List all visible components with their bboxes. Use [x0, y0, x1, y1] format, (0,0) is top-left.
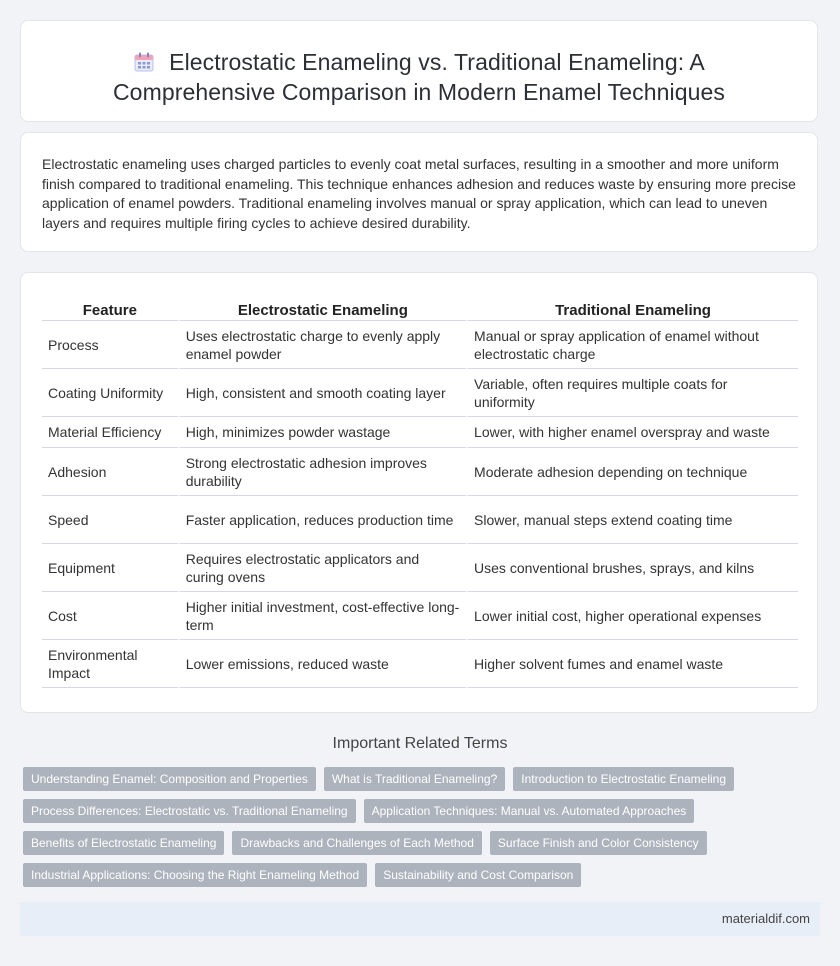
table-row [42, 321, 798, 369]
electrostatic-cell: Higher initial investment, cost-effective long-term [178, 592, 466, 640]
traditional-cell: Moderate adhesion depending on technique [466, 448, 798, 496]
comparison-card [20, 272, 818, 713]
traditional-cell: Manual or spray application of enamel without electrostatic charge [466, 321, 798, 369]
feature-cell: Coating Uniformity [42, 369, 178, 417]
related-term-tag[interactable]: Sustainability and Cost Comparison [375, 863, 581, 887]
electrostatic-cell: High, minimizes powder wastage [178, 417, 466, 448]
electrostatic-cell: High, consistent and smooth coating layer [178, 369, 466, 417]
electrostatic-cell: Uses electrostatic charge to evenly apply enamel powder [178, 321, 466, 369]
traditional-cell: Slower, manual steps extend coating time [466, 496, 798, 544]
table-row [42, 592, 798, 640]
related-terms-title: Important Related Terms [332, 735, 508, 752]
tag-row [23, 799, 813, 823]
related-term-tag[interactable]: Drawbacks and Challenges of Each Method [232, 831, 481, 855]
related-term-tag[interactable]: Surface Finish and Color Consistency [490, 831, 707, 855]
related-term-tag[interactable]: Understanding Enamel: Composition and Properties [23, 767, 316, 791]
tag-row [23, 863, 813, 887]
calendar-icon [133, 51, 155, 73]
feature-cell: Equipment [42, 544, 178, 592]
feature-cell: Environmental Impact [42, 640, 178, 688]
table-row [42, 640, 798, 688]
site-name[interactable]: materialdif.com [721, 911, 810, 926]
traditional-cell: Lower initial cost, higher operational expenses [466, 592, 798, 640]
table-row [42, 448, 798, 496]
feature-cell: Cost [42, 592, 178, 640]
electrostatic-cell: Lower emissions, reduced waste [178, 640, 466, 688]
table-row [42, 417, 798, 448]
tag-row [23, 767, 813, 791]
related-term-tag[interactable]: Industrial Applications: Choosing the Right Enameling Method [23, 863, 367, 887]
electrostatic-cell: Strong electrostatic adhesion improves durability [178, 448, 466, 496]
comparison-table [42, 297, 798, 688]
title-line-2: Comprehensive Comparison in Modern Enamel Techniques [112, 79, 726, 105]
page-title [21, 47, 817, 107]
related-term-tag[interactable]: Application Techniques: Manual vs. Automated Approaches [364, 799, 695, 823]
tag-row [23, 831, 813, 855]
related-term-tag[interactable]: Process Differences: Electrostatic vs. Traditional Enameling [23, 799, 356, 823]
traditional-cell: Lower, with higher enamel overspray and waste [466, 417, 798, 448]
footer [20, 902, 820, 936]
table-row [42, 544, 798, 592]
intro-card [20, 132, 818, 252]
header-card [20, 20, 818, 122]
related-term-tag[interactable]: What is Traditional Enameling? [324, 767, 505, 791]
related-terms-list [23, 767, 813, 895]
feature-cell: Material Efficiency [42, 417, 178, 448]
related-term-tag[interactable]: Benefits of Electrostatic Enameling [23, 831, 224, 855]
traditional-cell: Variable, often requires multiple coats for uniformity [466, 369, 798, 417]
feature-cell: Process [42, 321, 178, 369]
header-traditional: Traditional Enameling [466, 297, 798, 321]
table-row [42, 369, 798, 417]
traditional-cell: Higher solvent fumes and enamel waste [466, 640, 798, 688]
electrostatic-cell: Requires electrostatic applicators and curing ovens [178, 544, 466, 592]
header-feature: Feature [42, 297, 178, 321]
traditional-cell: Uses conventional brushes, sprays, and kilns [466, 544, 798, 592]
header-electrostatic: Electrostatic Enameling [178, 297, 466, 321]
related-term-tag[interactable]: Introduction to Electrostatic Enameling [513, 767, 734, 791]
table-row [42, 496, 798, 544]
title-line-1: Electrostatic Enameling vs. Traditional Enameling: A [169, 49, 705, 75]
feature-cell: Speed [42, 496, 178, 544]
electrostatic-cell: Faster application, reduces production time [178, 496, 466, 544]
table-header-row [42, 297, 798, 321]
feature-cell: Adhesion [42, 448, 178, 496]
intro-text: Electrostatic enameling uses charged particles to evenly coat metal surfaces, resulting in a smoother and more uniform finish compared to traditional enameling. This technique enhances adhesion and reduces waste by ensuring more precise application of enamel powders. Traditional enameling involves manual or spray application, which can lead to uneven layers and requires multiple firing cycles to achieve desired durability. [42, 156, 796, 231]
